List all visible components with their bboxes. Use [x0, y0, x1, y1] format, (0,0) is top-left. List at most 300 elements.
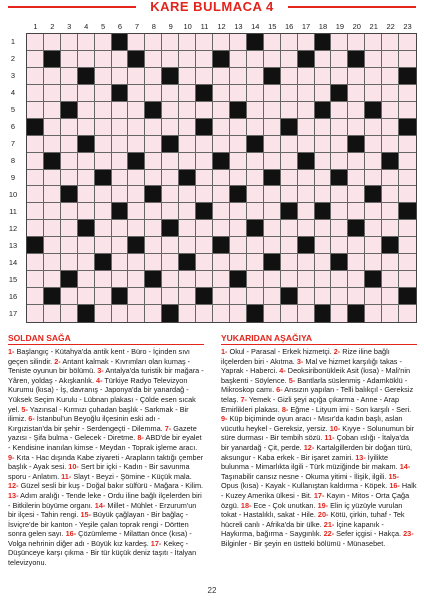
grid-cell[interactable]: [399, 51, 416, 68]
grid-cell[interactable]: [315, 237, 332, 254]
grid-cell[interactable]: [78, 237, 95, 254]
grid-cell[interactable]: [95, 119, 112, 136]
grid-cell[interactable]: [315, 85, 332, 102]
grid-cell[interactable]: [128, 136, 145, 153]
grid-cell[interactable]: [315, 119, 332, 136]
grid-cell[interactable]: [298, 34, 315, 51]
grid-cell[interactable]: [298, 170, 315, 187]
grid-cell[interactable]: [281, 170, 298, 187]
grid-cell[interactable]: [331, 220, 348, 237]
grid-cell[interactable]: [162, 34, 179, 51]
grid-cell[interactable]: [44, 119, 61, 136]
grid-cell[interactable]: [162, 254, 179, 271]
grid-cell[interactable]: [247, 237, 264, 254]
grid-cell[interactable]: [128, 186, 145, 203]
grid-cell[interactable]: [348, 119, 365, 136]
grid-cell[interactable]: [382, 136, 399, 153]
grid-cell[interactable]: [196, 186, 213, 203]
grid-cell[interactable]: [281, 102, 298, 119]
grid-cell[interactable]: [230, 170, 247, 187]
grid-cell[interactable]: [179, 203, 196, 220]
grid-cell[interactable]: [78, 153, 95, 170]
grid-cell[interactable]: [298, 68, 315, 85]
grid-cell[interactable]: [145, 288, 162, 305]
grid-cell[interactable]: [196, 271, 213, 288]
grid-cell[interactable]: [315, 153, 332, 170]
grid-cell[interactable]: [247, 203, 264, 220]
grid-cell[interactable]: [112, 186, 129, 203]
grid-cell[interactable]: [95, 85, 112, 102]
grid-cell[interactable]: [112, 220, 129, 237]
grid-cell[interactable]: [264, 136, 281, 153]
grid-cell[interactable]: [27, 220, 44, 237]
grid-cell[interactable]: [179, 153, 196, 170]
grid-cell[interactable]: [281, 220, 298, 237]
grid-cell[interactable]: [315, 271, 332, 288]
grid-cell[interactable]: [365, 170, 382, 187]
grid-cell[interactable]: [247, 186, 264, 203]
grid-cell[interactable]: [399, 186, 416, 203]
grid-cell[interactable]: [27, 170, 44, 187]
grid-cell[interactable]: [145, 305, 162, 322]
grid-cell[interactable]: [179, 220, 196, 237]
grid-cell[interactable]: [247, 102, 264, 119]
grid-cell[interactable]: [264, 220, 281, 237]
grid-cell[interactable]: [95, 34, 112, 51]
grid-cell[interactable]: [399, 170, 416, 187]
grid-cell[interactable]: [315, 136, 332, 153]
grid-cell[interactable]: [281, 136, 298, 153]
grid-cell[interactable]: [196, 237, 213, 254]
grid-cell[interactable]: [281, 305, 298, 322]
grid-cell[interactable]: [331, 153, 348, 170]
grid-cell[interactable]: [27, 254, 44, 271]
grid-cell[interactable]: [27, 34, 44, 51]
grid-cell[interactable]: [264, 102, 281, 119]
grid-cell[interactable]: [196, 220, 213, 237]
grid-cell[interactable]: [179, 305, 196, 322]
grid-cell[interactable]: [213, 220, 230, 237]
grid-cell[interactable]: [298, 288, 315, 305]
grid-cell[interactable]: [348, 170, 365, 187]
grid-cell[interactable]: [264, 153, 281, 170]
grid-cell[interactable]: [61, 85, 78, 102]
grid-cell[interactable]: [27, 51, 44, 68]
grid-cell[interactable]: [213, 85, 230, 102]
grid-cell[interactable]: [27, 102, 44, 119]
grid-cell[interactable]: [162, 85, 179, 102]
grid-cell[interactable]: [61, 119, 78, 136]
grid-cell[interactable]: [162, 271, 179, 288]
grid-cell[interactable]: [399, 220, 416, 237]
grid-cell[interactable]: [213, 119, 230, 136]
grid-cell[interactable]: [179, 237, 196, 254]
grid-cell[interactable]: [348, 85, 365, 102]
grid-cell[interactable]: [382, 170, 399, 187]
grid-cell[interactable]: [112, 102, 129, 119]
grid-cell[interactable]: [128, 170, 145, 187]
grid-cell[interactable]: [145, 254, 162, 271]
grid-cell[interactable]: [95, 203, 112, 220]
grid-cell[interactable]: [44, 237, 61, 254]
grid-cell[interactable]: [162, 288, 179, 305]
grid-cell[interactable]: [61, 288, 78, 305]
grid-cell[interactable]: [27, 203, 44, 220]
grid-cell[interactable]: [196, 68, 213, 85]
grid-cell[interactable]: [95, 136, 112, 153]
grid-cell[interactable]: [162, 237, 179, 254]
grid-cell[interactable]: [230, 136, 247, 153]
grid-cell[interactable]: [78, 288, 95, 305]
grid-cell[interactable]: [44, 170, 61, 187]
grid-cell[interactable]: [331, 34, 348, 51]
grid-cell[interactable]: [247, 51, 264, 68]
grid-cell[interactable]: [382, 186, 399, 203]
grid-cell[interactable]: [230, 153, 247, 170]
grid-cell[interactable]: [44, 85, 61, 102]
grid-cell[interactable]: [281, 51, 298, 68]
grid-cell[interactable]: [213, 203, 230, 220]
grid-cell[interactable]: [230, 220, 247, 237]
grid-cell[interactable]: [230, 305, 247, 322]
grid-cell[interactable]: [112, 136, 129, 153]
grid-cell[interactable]: [331, 119, 348, 136]
grid-cell[interactable]: [162, 170, 179, 187]
grid-cell[interactable]: [399, 305, 416, 322]
grid-cell[interactable]: [179, 102, 196, 119]
grid-cell[interactable]: [128, 271, 145, 288]
grid-cell[interactable]: [196, 136, 213, 153]
grid-cell[interactable]: [44, 102, 61, 119]
grid-cell[interactable]: [27, 68, 44, 85]
grid-cell[interactable]: [179, 34, 196, 51]
grid-cell[interactable]: [230, 254, 247, 271]
grid-cell[interactable]: [61, 254, 78, 271]
grid-cell[interactable]: [230, 51, 247, 68]
grid-cell[interactable]: [247, 85, 264, 102]
grid-cell[interactable]: [264, 51, 281, 68]
grid-cell[interactable]: [365, 237, 382, 254]
grid-cell[interactable]: [365, 288, 382, 305]
grid-cell[interactable]: [399, 102, 416, 119]
grid-cell[interactable]: [128, 288, 145, 305]
grid-cell[interactable]: [247, 153, 264, 170]
grid-cell[interactable]: [399, 153, 416, 170]
grid-cell[interactable]: [399, 254, 416, 271]
grid-cell[interactable]: [348, 271, 365, 288]
grid-cell[interactable]: [365, 203, 382, 220]
grid-cell[interactable]: [365, 51, 382, 68]
grid-cell[interactable]: [145, 136, 162, 153]
grid-cell[interactable]: [298, 102, 315, 119]
grid-cell[interactable]: [399, 271, 416, 288]
grid-cell[interactable]: [264, 288, 281, 305]
grid-cell[interactable]: [213, 68, 230, 85]
grid-cell[interactable]: [61, 34, 78, 51]
grid-cell[interactable]: [382, 271, 399, 288]
grid-cell[interactable]: [61, 153, 78, 170]
grid-cell[interactable]: [145, 220, 162, 237]
grid-cell[interactable]: [281, 254, 298, 271]
grid-cell[interactable]: [61, 170, 78, 187]
grid-cell[interactable]: [162, 203, 179, 220]
grid-cell[interactable]: [179, 68, 196, 85]
grid-cell[interactable]: [365, 305, 382, 322]
grid-cell[interactable]: [27, 186, 44, 203]
grid-cell[interactable]: [264, 85, 281, 102]
grid-cell[interactable]: [44, 34, 61, 51]
grid-cell[interactable]: [213, 305, 230, 322]
grid-cell[interactable]: [264, 271, 281, 288]
grid-cell[interactable]: [264, 119, 281, 136]
grid-cell[interactable]: [95, 186, 112, 203]
grid-cell[interactable]: [213, 288, 230, 305]
grid-cell[interactable]: [145, 153, 162, 170]
grid-cell[interactable]: [399, 34, 416, 51]
grid-cell[interactable]: [44, 305, 61, 322]
grid-cell[interactable]: [128, 34, 145, 51]
grid-cell[interactable]: [365, 254, 382, 271]
grid-cell[interactable]: [179, 186, 196, 203]
grid-cell[interactable]: [128, 220, 145, 237]
grid-cell[interactable]: [78, 186, 95, 203]
grid-cell[interactable]: [61, 220, 78, 237]
grid-cell[interactable]: [331, 237, 348, 254]
grid-cell[interactable]: [298, 254, 315, 271]
grid-cell[interactable]: [61, 51, 78, 68]
grid-cell[interactable]: [179, 271, 196, 288]
grid-cell[interactable]: [179, 136, 196, 153]
grid-cell[interactable]: [331, 136, 348, 153]
grid-cell[interactable]: [196, 254, 213, 271]
grid-cell[interactable]: [162, 102, 179, 119]
grid-cell[interactable]: [382, 68, 399, 85]
grid-cell[interactable]: [399, 237, 416, 254]
grid-cell[interactable]: [112, 271, 129, 288]
grid-cell[interactable]: [128, 203, 145, 220]
grid-cell[interactable]: [315, 288, 332, 305]
grid-cell[interactable]: [112, 305, 129, 322]
grid-cell[interactable]: [78, 170, 95, 187]
grid-cell[interactable]: [399, 85, 416, 102]
grid-cell[interactable]: [264, 186, 281, 203]
grid-cell[interactable]: [27, 153, 44, 170]
grid-cell[interactable]: [264, 305, 281, 322]
grid-cell[interactable]: [298, 220, 315, 237]
grid-cell[interactable]: [281, 34, 298, 51]
grid-cell[interactable]: [365, 153, 382, 170]
grid-cell[interactable]: [179, 51, 196, 68]
grid-cell[interactable]: [315, 254, 332, 271]
grid-cell[interactable]: [298, 186, 315, 203]
grid-cell[interactable]: [61, 68, 78, 85]
grid-cell[interactable]: [281, 237, 298, 254]
grid-cell[interactable]: [213, 34, 230, 51]
grid-cell[interactable]: [162, 153, 179, 170]
grid-cell[interactable]: [95, 220, 112, 237]
grid-cell[interactable]: [95, 305, 112, 322]
grid-cell[interactable]: [348, 237, 365, 254]
grid-cell[interactable]: [78, 271, 95, 288]
grid-cell[interactable]: [382, 288, 399, 305]
grid-cell[interactable]: [213, 170, 230, 187]
grid-cell[interactable]: [298, 305, 315, 322]
grid-cell[interactable]: [298, 119, 315, 136]
grid-cell[interactable]: [247, 254, 264, 271]
grid-cell[interactable]: [264, 237, 281, 254]
crossword-grid[interactable]: [26, 33, 417, 323]
grid-cell[interactable]: [382, 51, 399, 68]
grid-cell[interactable]: [348, 153, 365, 170]
grid-cell[interactable]: [315, 186, 332, 203]
grid-cell[interactable]: [298, 136, 315, 153]
grid-cell[interactable]: [44, 254, 61, 271]
grid-cell[interactable]: [247, 288, 264, 305]
grid-cell[interactable]: [112, 237, 129, 254]
grid-cell[interactable]: [44, 186, 61, 203]
grid-cell[interactable]: [196, 305, 213, 322]
grid-cell[interactable]: [382, 305, 399, 322]
grid-cell[interactable]: [230, 85, 247, 102]
grid-cell[interactable]: [128, 119, 145, 136]
grid-cell[interactable]: [348, 203, 365, 220]
grid-cell[interactable]: [95, 153, 112, 170]
grid-cell[interactable]: [112, 51, 129, 68]
grid-cell[interactable]: [196, 51, 213, 68]
grid-cell[interactable]: [331, 305, 348, 322]
grid-cell[interactable]: [348, 288, 365, 305]
grid-cell[interactable]: [78, 254, 95, 271]
grid-cell[interactable]: [230, 34, 247, 51]
grid-cell[interactable]: [78, 119, 95, 136]
grid-cell[interactable]: [382, 254, 399, 271]
grid-cell[interactable]: [281, 153, 298, 170]
grid-cell[interactable]: [95, 271, 112, 288]
grid-cell[interactable]: [213, 186, 230, 203]
grid-cell[interactable]: [179, 119, 196, 136]
grid-cell[interactable]: [78, 102, 95, 119]
grid-cell[interactable]: [331, 203, 348, 220]
grid-cell[interactable]: [298, 271, 315, 288]
grid-cell[interactable]: [145, 119, 162, 136]
grid-cell[interactable]: [78, 51, 95, 68]
grid-cell[interactable]: [145, 85, 162, 102]
grid-cell[interactable]: [112, 254, 129, 271]
grid-cell[interactable]: [145, 68, 162, 85]
grid-cell[interactable]: [365, 119, 382, 136]
grid-cell[interactable]: [264, 34, 281, 51]
grid-cell[interactable]: [230, 119, 247, 136]
grid-cell[interactable]: [78, 85, 95, 102]
grid-cell[interactable]: [365, 220, 382, 237]
grid-cell[interactable]: [27, 271, 44, 288]
grid-cell[interactable]: [247, 271, 264, 288]
grid-cell[interactable]: [348, 186, 365, 203]
grid-cell[interactable]: [128, 85, 145, 102]
grid-cell[interactable]: [27, 288, 44, 305]
grid-cell[interactable]: [315, 68, 332, 85]
grid-cell[interactable]: [145, 237, 162, 254]
grid-cell[interactable]: [61, 305, 78, 322]
grid-cell[interactable]: [247, 170, 264, 187]
grid-cell[interactable]: [27, 85, 44, 102]
grid-cell[interactable]: [213, 254, 230, 271]
grid-cell[interactable]: [331, 68, 348, 85]
grid-cell[interactable]: [95, 68, 112, 85]
grid-cell[interactable]: [61, 237, 78, 254]
grid-cell[interactable]: [61, 203, 78, 220]
grid-cell[interactable]: [128, 305, 145, 322]
grid-cell[interactable]: [162, 186, 179, 203]
grid-cell[interactable]: [382, 203, 399, 220]
grid-cell[interactable]: [382, 102, 399, 119]
grid-cell[interactable]: [61, 136, 78, 153]
grid-cell[interactable]: [315, 51, 332, 68]
grid-cell[interactable]: [281, 271, 298, 288]
grid-cell[interactable]: [213, 271, 230, 288]
grid-cell[interactable]: [95, 51, 112, 68]
grid-cell[interactable]: [331, 271, 348, 288]
grid-cell[interactable]: [179, 85, 196, 102]
grid-cell[interactable]: [247, 119, 264, 136]
grid-cell[interactable]: [230, 288, 247, 305]
grid-cell[interactable]: [365, 34, 382, 51]
grid-cell[interactable]: [44, 68, 61, 85]
grid-cell[interactable]: [247, 68, 264, 85]
grid-cell[interactable]: [196, 170, 213, 187]
grid-cell[interactable]: [348, 254, 365, 271]
grid-cell[interactable]: [196, 102, 213, 119]
grid-cell[interactable]: [145, 34, 162, 51]
grid-cell[interactable]: [331, 51, 348, 68]
grid-cell[interactable]: [196, 153, 213, 170]
grid-cell[interactable]: [213, 102, 230, 119]
grid-cell[interactable]: [128, 254, 145, 271]
grid-cell[interactable]: [281, 85, 298, 102]
grid-cell[interactable]: [348, 34, 365, 51]
grid-cell[interactable]: [112, 68, 129, 85]
grid-cell[interactable]: [145, 170, 162, 187]
grid-cell[interactable]: [331, 288, 348, 305]
grid-cell[interactable]: [27, 305, 44, 322]
grid-cell[interactable]: [281, 186, 298, 203]
grid-cell[interactable]: [331, 102, 348, 119]
grid-cell[interactable]: [382, 119, 399, 136]
grid-cell[interactable]: [348, 68, 365, 85]
grid-cell[interactable]: [128, 68, 145, 85]
grid-cell[interactable]: [44, 271, 61, 288]
grid-cell[interactable]: [348, 102, 365, 119]
grid-cell[interactable]: [44, 136, 61, 153]
grid-cell[interactable]: [78, 34, 95, 51]
grid-cell[interactable]: [112, 119, 129, 136]
grid-cell[interactable]: [112, 170, 129, 187]
grid-cell[interactable]: [128, 102, 145, 119]
grid-cell[interactable]: [365, 85, 382, 102]
grid-cell[interactable]: [95, 288, 112, 305]
grid-cell[interactable]: [162, 51, 179, 68]
grid-cell[interactable]: [112, 153, 129, 170]
grid-cell[interactable]: [298, 85, 315, 102]
grid-cell[interactable]: [145, 203, 162, 220]
grid-cell[interactable]: [399, 136, 416, 153]
grid-cell[interactable]: [365, 68, 382, 85]
grid-cell[interactable]: [281, 68, 298, 85]
grid-cell[interactable]: [230, 237, 247, 254]
grid-cell[interactable]: [162, 119, 179, 136]
grid-cell[interactable]: [382, 34, 399, 51]
grid-cell[interactable]: [264, 203, 281, 220]
